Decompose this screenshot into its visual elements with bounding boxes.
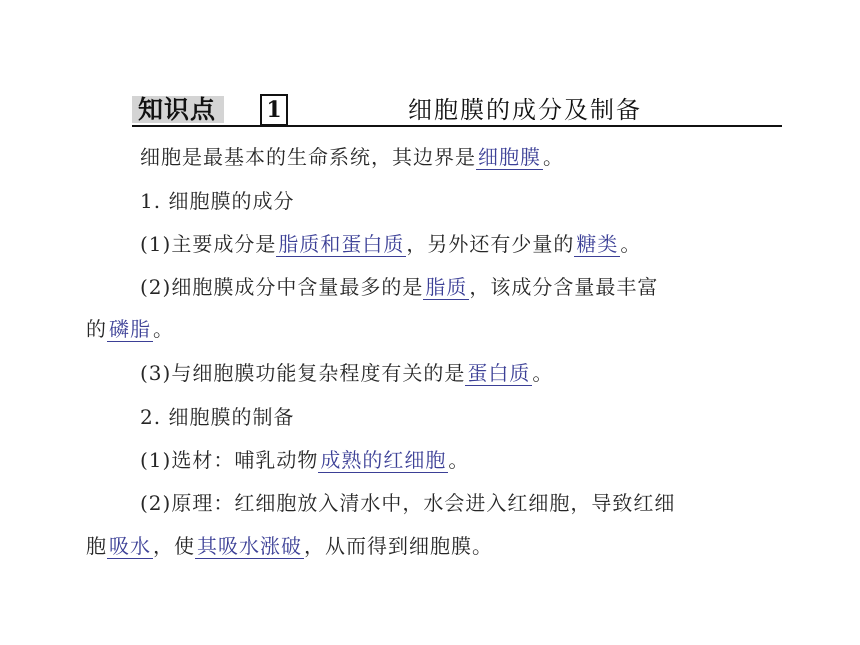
text-line-1	[140, 142, 564, 172]
line-text: (2)原理：红细胞放入清水中，水会进入红细胞，导致红细	[140, 491, 676, 515]
text-line-3	[140, 229, 641, 259]
text-line-5	[86, 314, 174, 344]
text-line-4	[140, 272, 658, 302]
line-text: ，从而得到细胞膜。	[304, 534, 493, 558]
text-line-10	[86, 531, 493, 561]
line-text: 1. 细胞膜的成分	[140, 189, 295, 213]
header-underline	[132, 125, 782, 127]
text-line-7	[140, 402, 294, 432]
knowledge-point-label: 知识点	[132, 96, 224, 123]
line-text: (3)与细胞膜功能复杂程度有关的是	[140, 361, 466, 385]
answer-blank: 磷脂	[109, 317, 151, 341]
line-text: 2. 细胞膜的制备	[140, 405, 295, 429]
line-text: ，使	[153, 534, 195, 558]
line-text: ，另外还有少量的	[406, 232, 575, 256]
answer-blank: 蛋白质	[467, 361, 531, 385]
answer-blank: 其吸水涨破	[197, 534, 302, 558]
answer-blank: 糖类	[576, 232, 619, 256]
line-text: 胞	[86, 534, 107, 558]
section-header	[132, 94, 782, 128]
line-text: 。	[448, 448, 470, 472]
knowledge-point-number: 1	[260, 94, 288, 126]
line-text: ，该成分含量最丰富	[469, 275, 659, 299]
text-line-6	[140, 358, 553, 388]
line-text: 。	[620, 232, 642, 256]
section-title: 细胞膜的成分及制备	[408, 96, 642, 124]
line-text: 。	[153, 317, 174, 341]
line-text: 。	[543, 145, 564, 169]
answer-blank: 细胞膜	[478, 145, 541, 169]
text-line-9	[140, 488, 675, 518]
line-text: (1)选材：哺乳动物	[140, 448, 319, 472]
answer-blank: 吸水	[109, 534, 151, 558]
text-line-8	[140, 445, 469, 475]
text-line-2	[140, 186, 294, 216]
line-text: 细胞是最基本的生命系统，其边界是	[140, 145, 476, 169]
answer-blank: 脂质	[425, 275, 468, 299]
answer-blank: 脂质和蛋白质	[278, 232, 405, 256]
line-text: (2)细胞膜成分中含量最多的是	[140, 275, 424, 299]
line-text: 。	[532, 361, 554, 385]
line-text: 的	[86, 317, 107, 341]
line-text: (1)主要成分是	[140, 232, 277, 256]
answer-blank: 成熟的红细胞	[320, 448, 447, 472]
